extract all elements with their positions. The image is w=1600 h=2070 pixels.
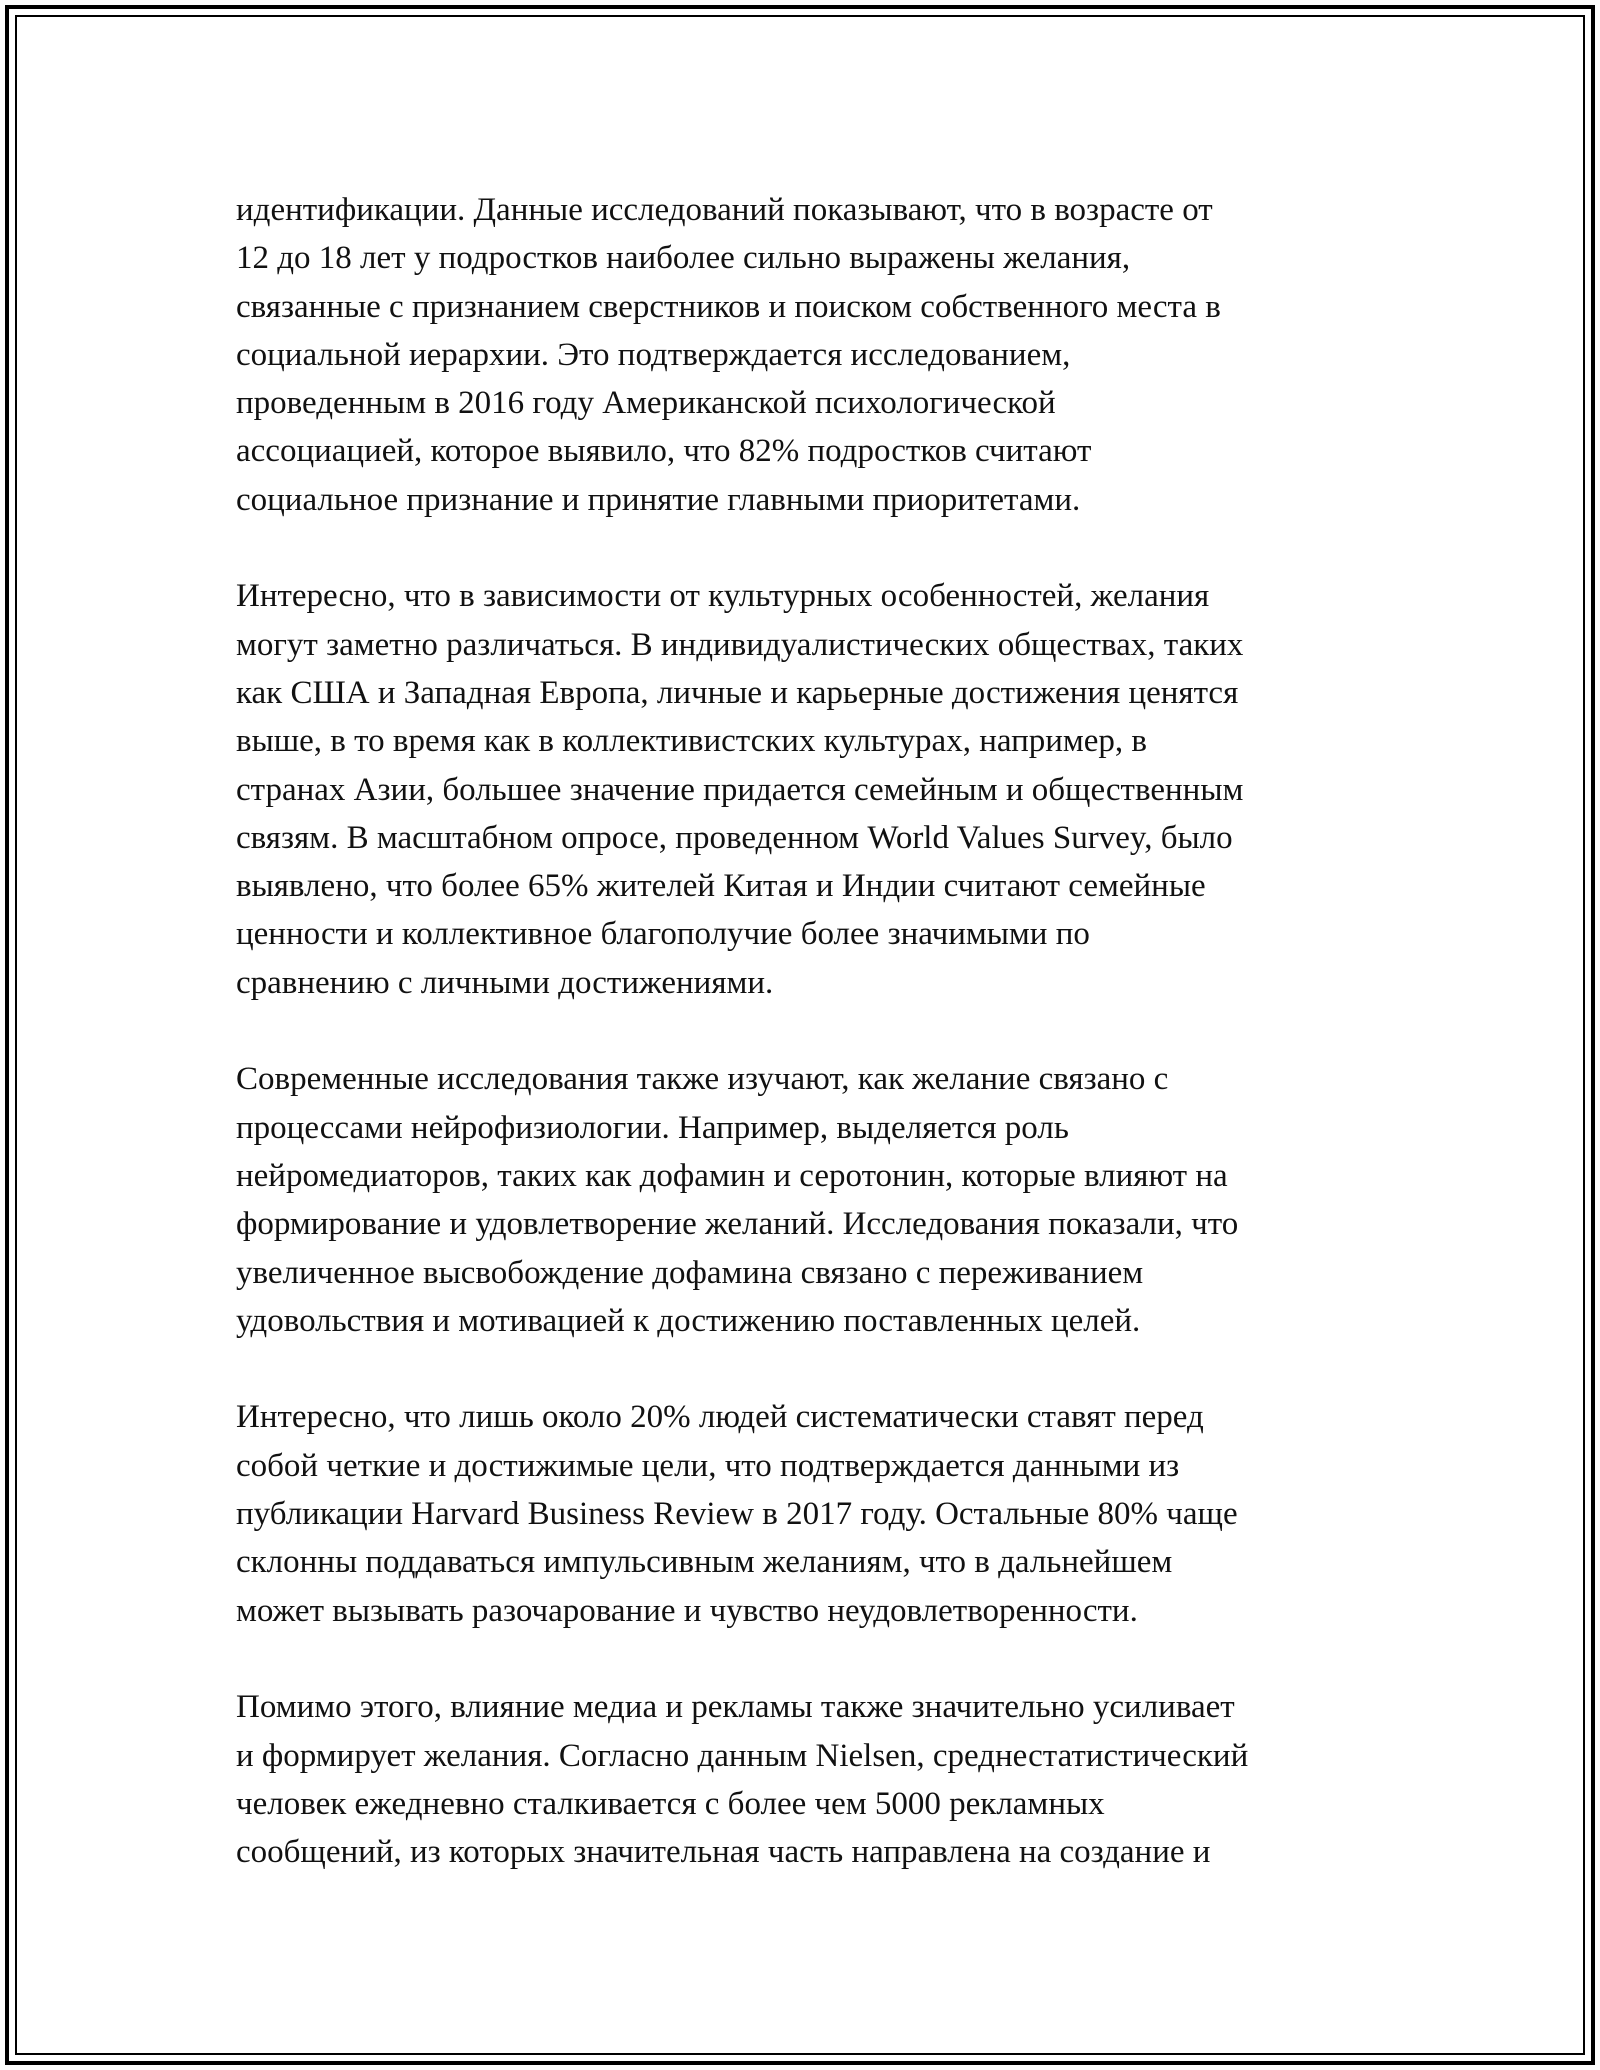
document-body (236, 186, 1386, 1925)
paragraph-cultural-differences (236, 572, 1386, 1007)
text-line: увеличенное высвобождение дофамина связано с переживанием (236, 1254, 1144, 1291)
text-line: может вызывать разочарование и чувство неудовлетворенности. (236, 1592, 1138, 1629)
text-line: связям. В масштабном опросе, проведенном World Values Survey, было (236, 819, 1233, 856)
text-line: Интересно, что в зависимости от культурных особенностей, желания (236, 578, 1210, 615)
text-line: сообщений, из которых значительная часть направлена на создание и (236, 1834, 1211, 1871)
text-line: идентификации. Данные исследований показывают, что в возрасте от (236, 192, 1213, 228)
text-line: нейромедиаторов, таких как дофамин и серотонин, которые влияют на (236, 1157, 1228, 1194)
text-line: как США и Западная Европа, личные и карьерные достижения ценятся (236, 674, 1239, 711)
text-line: социальное признание и принятие главными приоритетами. (236, 481, 1081, 518)
text-line: Интересно, что лишь около 20% людей систематически ставят перед (236, 1399, 1204, 1436)
text-line: проведенным в 2016 году Американской психологической (236, 385, 1056, 422)
text-line: Помимо этого, влияние медиа и рекламы также значительно усиливает (236, 1689, 1235, 1726)
text-line: могут заметно различаться. В индивидуалистических обществах, таких (236, 626, 1244, 663)
text-line: процессами нейрофизиологии. Например, выделяется роль (236, 1109, 1069, 1146)
text-line: социальной иерархии. Это подтверждается исследованием, (236, 336, 1071, 373)
paragraph-media-advertising (236, 1683, 1386, 1876)
text-line: выше, в то время как в коллективистских культурах, например, в (236, 723, 1148, 760)
paragraph-adolescent-desires (236, 186, 1386, 524)
text-line: формирование и удовлетворение желаний. Исследования показали, что (236, 1206, 1239, 1243)
text-line: связанные с признанием сверстников и поиском собственного места в (236, 288, 1221, 325)
paragraph-goal-setting (236, 1393, 1386, 1634)
text-line: 12 до 18 лет у подростков наиболее сильно выражены желания, (236, 240, 1131, 277)
text-line: ценности и коллективное благополучие более значимыми по (236, 916, 1090, 953)
text-line: склонны поддаваться импульсивным желаниям, что в дальнейшем (236, 1544, 1173, 1581)
paragraph-neurophysiology (236, 1055, 1386, 1345)
text-line: Современные исследования также изучают, как желание связано с (236, 1061, 1169, 1098)
text-line: человек ежедневно сталкивается с более чем 5000 рекламных (236, 1785, 1105, 1822)
text-line: сравнению с личными достижениями. (236, 964, 774, 1001)
text-line: выявлено, что более 65% жителей Китая и Индии считают семейные (236, 868, 1206, 905)
text-line: странах Азии, большее значение придается семейным и общественным (236, 771, 1244, 808)
text-line: удовольствия и мотивацией к достижению поставленных целей. (236, 1302, 1141, 1339)
text-line: и формирует желания. Согласно данным Nielsen, среднестатистический (236, 1737, 1249, 1774)
text-line: собой четкие и достижимые цели, что подтверждается данными из (236, 1447, 1180, 1484)
text-line: ассоциацией, которое выявило, что 82% подростков считают (236, 433, 1092, 470)
text-line: публикации Harvard Business Review в 2017 году. Остальные 80% чаще (236, 1496, 1238, 1533)
